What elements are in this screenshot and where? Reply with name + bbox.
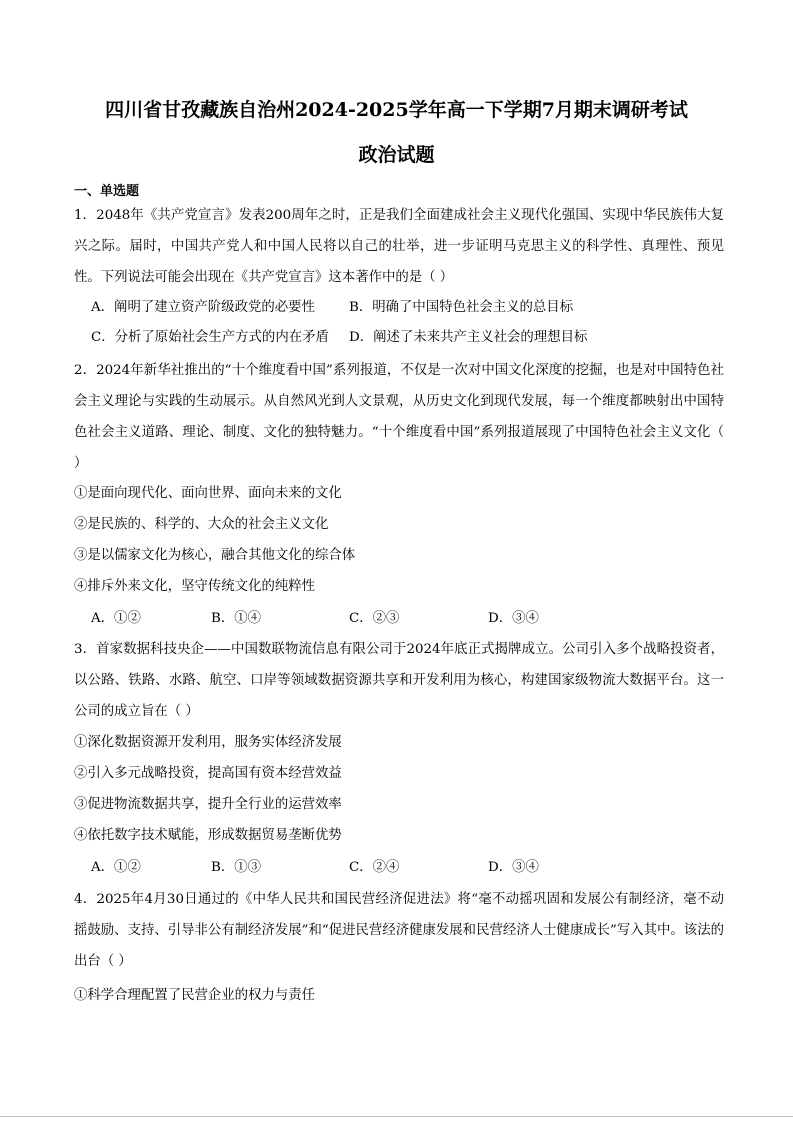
exam-subject-title: 政治试题 bbox=[358, 144, 435, 166]
question-2-item-4: ④排斥外来文化，坚守传统文化的纯粹性 bbox=[74, 579, 316, 594]
exam-title: 四川省甘孜藏族自治州2024-2025学年高一下学期7月期末调研考试 bbox=[105, 99, 688, 121]
question-4-item-1: ①科学合理配置了民营企业的权力与责任 bbox=[74, 988, 316, 1003]
question-3-item-1: ①深化数据资源开发利用，服务实体经济发展 bbox=[74, 735, 342, 750]
question-1-option-a: A．阐明了建立资产阶级政党的必要性 bbox=[91, 300, 315, 315]
question-1-option-b: B．明确了中国特色社会主义的总目标 bbox=[349, 300, 574, 315]
question-3-stem: 3．首家数据科技央企——中国数联物流信息有限公司于2024年底正式揭牌成立。公司引入多个战略投资者，以公路、铁路、水路、航空、口岸等领域数据资源共享和开发利用为核心，构建国家级物流大数据平台。这一公司的成立旨在（ ） bbox=[74, 642, 724, 719]
question-2-item-1: ①是面向现代化、面向世界、面向未来的文化 bbox=[74, 486, 342, 501]
question-1-option-c: C．分析了原始社会生产方式的内在矛盾 bbox=[91, 330, 329, 345]
page-bottom-divider bbox=[0, 1116, 793, 1117]
question-1-option-d: D．阐述了未来共产主义社会的理想目标 bbox=[349, 330, 588, 345]
question-3-option-a: A．①② bbox=[91, 860, 141, 875]
question-4-stem: 4．2025年4月30日通过的《中华人民共和国民营经济促进法》将“毫不动摇巩固和发展公有制经济，毫不动摇鼓励、支持、引导非公有制经济发展”和“促进民营经济健康发展和民营经济人士健康成长”写入其中。该法的出台（ ） bbox=[74, 892, 724, 969]
question-3-item-4: ④依托数字技术赋能，形成数据贸易垄断优势 bbox=[74, 828, 342, 843]
question-3-option-b: B．①③ bbox=[211, 860, 262, 875]
question-3-option-d: D．③④ bbox=[488, 860, 539, 875]
question-3-item-3: ③促进物流数据共享，提升全行业的运营效率 bbox=[74, 797, 342, 812]
question-2-option-a: A．①② bbox=[91, 611, 141, 626]
question-2-option-d: D．③④ bbox=[488, 611, 539, 626]
question-2-item-2: ②是民族的、科学的、大众的社会主义文化 bbox=[74, 517, 329, 532]
question-2-option-b: B．①④ bbox=[211, 611, 262, 626]
question-2-item-3: ③是以儒家文化为核心，融合其他文化的综合体 bbox=[74, 548, 356, 563]
question-3-item-2: ②引入多元战略投资，提高国有资本经营效益 bbox=[74, 766, 342, 781]
question-3-option-c: C．②④ bbox=[349, 860, 400, 875]
question-2-stem: 2．2024年新华社推出的“十个维度看中国”系列报道，不仅是一次对中国文化深度的挖掘，也是对中国特色社会主义理论与实践的生动展示。从自然风光到人文景观，从历史文化到现代发展，每一个维度都映射出中国特色社会主义道路、理论、制度、文化的独特魅力。“十个维度看中国”系列报道展现了中国特色社会主义文化（ ） bbox=[74, 363, 724, 471]
section-heading: 一、单选题 bbox=[74, 184, 140, 199]
question-1-stem: 1．2048年《共产党宣言》发表200周年之时，正是我们全面建成社会主义现代化强国、实现中华民族伟大复兴之际。届时，中国共产党人和中国人民将以自己的壮举，进一步证明马克思主义的科学性、真理性、预见性。下列说法可能会出现在《共产党宣言》这本著作中的是（ ） bbox=[74, 208, 724, 285]
question-2-option-c: C．②③ bbox=[349, 611, 400, 626]
